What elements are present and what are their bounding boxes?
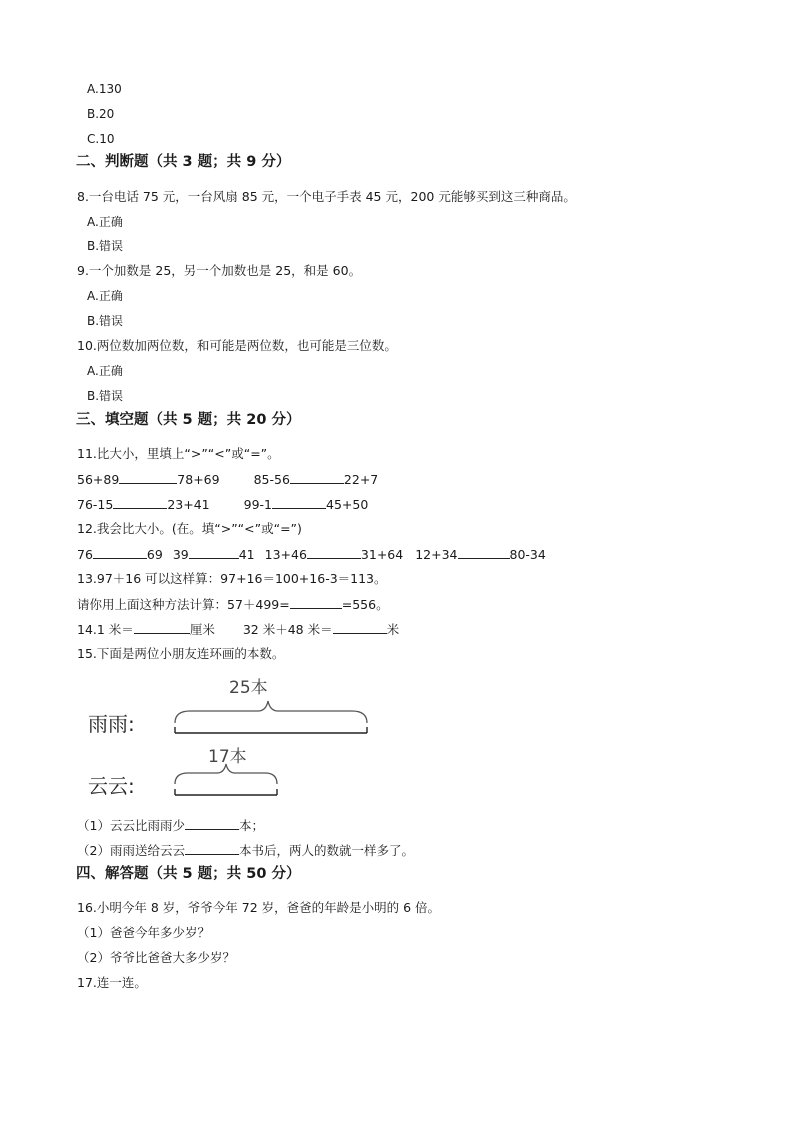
q15-text: 15.下面是两位小朋友连环画的本数。 (77, 646, 285, 661)
answer-blank[interactable] (272, 496, 326, 509)
q8-option-b: B.错误 (87, 239, 124, 253)
answer-blank[interactable] (307, 546, 361, 559)
q16-sub1: （1）爸爸今年多少岁？ (77, 925, 210, 940)
answer-blank[interactable] (458, 546, 510, 559)
q11-expr: 78+69 (177, 472, 220, 487)
q11-expr: 99-1 (243, 497, 272, 512)
q15-name-yunyun: 云云: (88, 774, 135, 798)
q17-text: 17.连一连。 (77, 975, 147, 990)
answer-blank[interactable] (185, 842, 239, 855)
q12-expr: 31+64 (360, 547, 404, 562)
q8-text: 8.一台电话 75 元，一台风扇 85 元，一个电子手表 45 元，200 元能够买到这三种商品。 (77, 189, 576, 204)
answer-blank[interactable] (185, 817, 239, 830)
q14-part-b: 厘米 (189, 622, 215, 637)
q15-sub2 (77, 842, 414, 859)
q14-part-c: 32 米＋48 米＝ (242, 622, 333, 637)
q11-text: 11.比大小，里填上“>”“<”或“=”。 (77, 446, 280, 461)
q8-option-a: A.正确 (87, 215, 123, 229)
q9-text: 9.一个加数是 25，另一个加数也是 25，和是 60。 (77, 263, 362, 278)
q7-option-c: C.10 (87, 132, 115, 146)
q9-option-a: A.正确 (87, 289, 123, 303)
q11-row2 (77, 496, 368, 513)
q12-expr: 39 (172, 547, 189, 562)
brace-bottom (175, 764, 277, 784)
q12-row (77, 546, 546, 563)
q16-sub2: （2）爷爷比爸爸大多少岁？ (77, 950, 235, 965)
q7-option-b: B.20 (87, 107, 115, 121)
q14-part-d: 米 (386, 622, 400, 637)
answer-blank[interactable] (134, 621, 190, 634)
q15-sub2-text: （2）雨雨送给云云 (77, 843, 185, 858)
q11-expr: 56+89 (77, 472, 120, 487)
q12-expr: 12+34 (415, 547, 458, 562)
q15-top-label: 25本 (229, 678, 268, 698)
q12-expr: 80-34 (509, 547, 546, 562)
answer-blank[interactable] (290, 471, 344, 484)
q13-line1: 13.97＋16 可以这样算：97+16＝100+16-3＝113。 (77, 571, 387, 586)
q15-sub1-unit: 本； (238, 818, 264, 833)
q11-expr: 23+41 (167, 497, 210, 512)
answer-blank[interactable] (333, 621, 387, 634)
q11-expr: 76-15 (77, 497, 114, 512)
q10-option-b: B.错误 (87, 389, 124, 403)
q12-text: 12.我会比大小。(在。填“>”“<”或“=”) (77, 521, 302, 536)
q15-sub1 (77, 817, 264, 834)
q12-expr: 69 (146, 547, 163, 562)
q14-line (77, 621, 399, 638)
q15-sub1-text: （1）云云比雨雨少 (77, 818, 185, 833)
q12-expr: 13+46 (264, 547, 307, 562)
q12-expr: 76 (77, 547, 93, 562)
q10-text: 10.两位数加两位数，和可能是两位数，也可能是三位数。 (77, 338, 397, 353)
answer-blank[interactable] (93, 546, 147, 559)
q7-option-a: A.130 (87, 82, 122, 96)
q13-result: =556。 (341, 597, 389, 612)
section4-title: 四、解答题（共 5 题；共 50 分） (76, 866, 301, 882)
answer-blank[interactable] (189, 546, 239, 559)
q13-prompt: 请你用上面这种方法计算：57＋499= (77, 597, 290, 612)
q9-option-b: B.错误 (87, 314, 124, 328)
q12-expr: 41 (238, 547, 255, 562)
q15-sub2-rest: 本书后，两人的数就一样多了。 (238, 843, 414, 858)
q13-line2 (77, 596, 389, 613)
q11-expr: 22+7 (343, 472, 379, 487)
answer-blank[interactable] (113, 496, 167, 509)
q11-expr: 85-56 (253, 472, 290, 487)
q16-text: 16.小明今年 8 岁，爷爷今年 72 岁，爸爸的年龄是小明的 6 倍。 (77, 900, 441, 915)
q14-part-a: 14.1 米＝ (77, 622, 134, 637)
section3-title: 三、填空题（共 5 题；共 20 分） (76, 412, 301, 428)
q15-name-yuyu: 雨雨: (88, 712, 135, 736)
q10-option-a: A.正确 (87, 364, 123, 378)
section2-title: 二、判断题（共 3 题；共 9 分） (76, 154, 291, 170)
answer-blank[interactable] (119, 471, 177, 484)
q11-expr: 45+50 (326, 497, 369, 512)
answer-blank[interactable] (290, 596, 342, 609)
brace-top (175, 701, 367, 723)
q11-row1 (77, 471, 378, 488)
q15-bottom-label: 17本 (208, 747, 247, 767)
